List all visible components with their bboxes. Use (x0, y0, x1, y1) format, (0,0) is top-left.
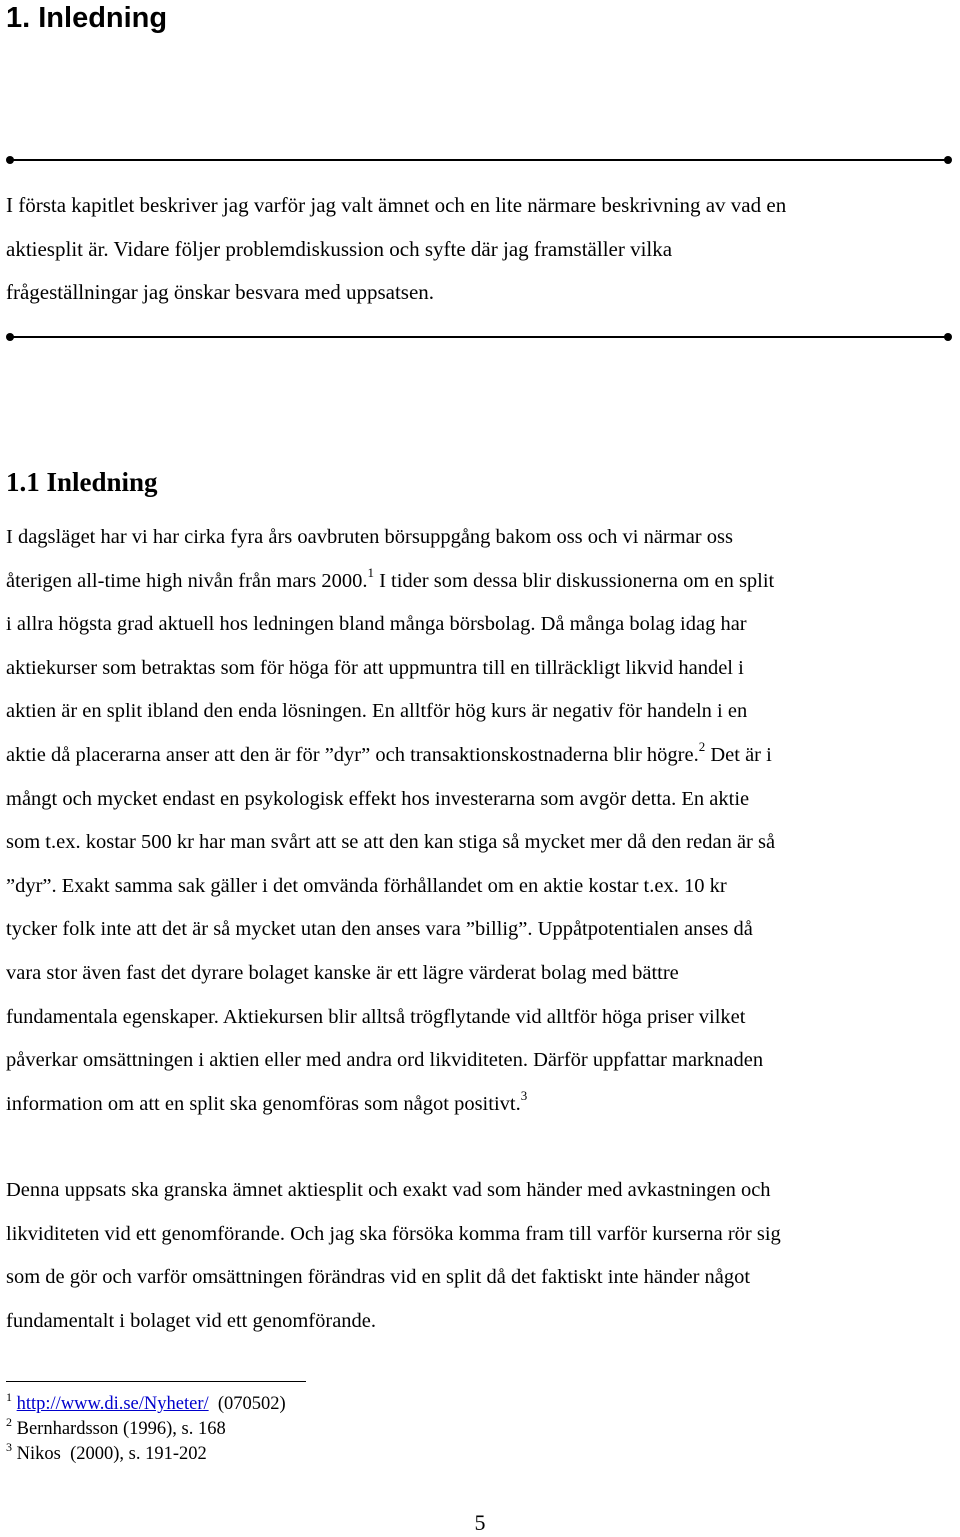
footnote-1 (6, 1389, 286, 1416)
intro-text (6, 184, 951, 315)
text-span: Det är i (705, 743, 772, 766)
text-span: I tider som dessa blir diskussionerna om en split (373, 569, 775, 592)
intro-line: aktiesplit är. Vidare följer problemdiskussion och syfte där jag framställer vilka (6, 236, 673, 261)
footnote-ref: 2 (698, 739, 706, 755)
text-line (6, 734, 956, 778)
text-line: i allra högsta grad aktuell hos ledningen bland många börsbolag. Då många bolag idag har (6, 613, 747, 636)
footnote-3 (6, 1439, 207, 1466)
divider-dot-right-icon (944, 156, 952, 164)
footnote-separator (6, 1381, 306, 1382)
top-divider (10, 159, 948, 161)
text-line (6, 1083, 956, 1127)
text-line: påverkar omsättningen i aktien eller med andra ord likviditeten. Därför uppfattar marknaden (6, 1049, 764, 1072)
footnote-number: 1 (6, 1389, 12, 1404)
text-line: Denna uppsats ska granska ämnet aktiesplit och exakt vad som händer med avkastningen och (6, 1179, 771, 1201)
text-line (6, 560, 956, 604)
text-line: likviditeten vid ett genomförande. Och jag ska försöka komma fram till varför kurserna rör sig (6, 1222, 781, 1245)
footnote-link[interactable]: http://www.di.se/Nyheter/ (16, 1394, 209, 1414)
text-line: I dagsläget har vi har cirka fyra års oavbruten börsuppgång bakom oss och vi närmar oss (6, 526, 733, 548)
footnote-ref: 1 (367, 564, 374, 580)
chapter-heading: 1. Inledning (6, 2, 168, 34)
text-line: som de gör och varför omsättningen förändras vid en split då det faktiskt inte händer något (6, 1266, 751, 1289)
text-span: återigen all-time high nivån från mars 2000. (6, 569, 368, 592)
divider-dot-left-icon (6, 333, 14, 341)
text-line: som t.ex. kostar 500 kr har man svårt att se att den kan stiga så mycket mer då den redan är så (6, 831, 776, 854)
text-line: fundamentala egenskaper. Aktiekursen blir alltså trögflytande vid alltför höga priser vilket (6, 1005, 746, 1028)
footnote-text: (070502) (208, 1394, 286, 1414)
section-heading: 1.1 Inledning (6, 467, 158, 497)
text-line: vara stor även fast det dyrare bolaget kanske är ett lägre värderat bolag med bättre (6, 961, 679, 984)
divider-dot-right-icon (944, 333, 952, 341)
text-line: mångt och mycket endast en psykologisk effekt hos investerarna som avgör detta. En aktie (6, 787, 750, 810)
footnote-text: Bernhardsson (1996), s. 168 (12, 1419, 226, 1439)
text-line: aktien är en split ibland den enda lösningen. En alltför hög kurs är negativ för handeln i en (6, 700, 748, 723)
text-line: ”dyr”. Exakt samma sak gäller i det omvända förhållandet om en aktie kostar t.ex. 10 kr (6, 874, 727, 897)
paragraph-1 (6, 516, 956, 1126)
text-line: aktiekurser som betraktas som för höga för att uppmuntra till en tillräckligt likvid handel i (6, 656, 744, 679)
footnote-number: 3 (6, 1439, 12, 1454)
footnote-2 (6, 1414, 226, 1441)
paragraph-2 (6, 1169, 956, 1343)
divider-dot-left-icon (6, 156, 14, 164)
intro-line: frågeställningar jag önskar besvara med uppsatsen. (6, 280, 435, 304)
text-span: information om att en split ska genomföras som något positivt. (6, 1092, 521, 1115)
footnote-text: Nikos (2000), s. 191-202 (12, 1444, 207, 1464)
page-number: 5 (474, 1510, 486, 1535)
bottom-divider (10, 336, 948, 338)
text-line: tycker folk inte att det är så mycket utan den anses vara ”billig”. Uppåtpotentialen anses då (6, 918, 753, 941)
text-line: fundamentalt i bolaget vid ett genomförande. (6, 1309, 377, 1332)
footnote-ref: 3 (520, 1087, 528, 1103)
text-span: aktie då placerarna anser att den är för ”dyr” och transaktionskostnaderna blir högre. (6, 743, 699, 766)
intro-line: I första kapitlet beskriver jag varför jag valt ämnet och en lite närmare beskrivning av vad en (6, 193, 787, 217)
footnote-number: 2 (6, 1414, 12, 1429)
